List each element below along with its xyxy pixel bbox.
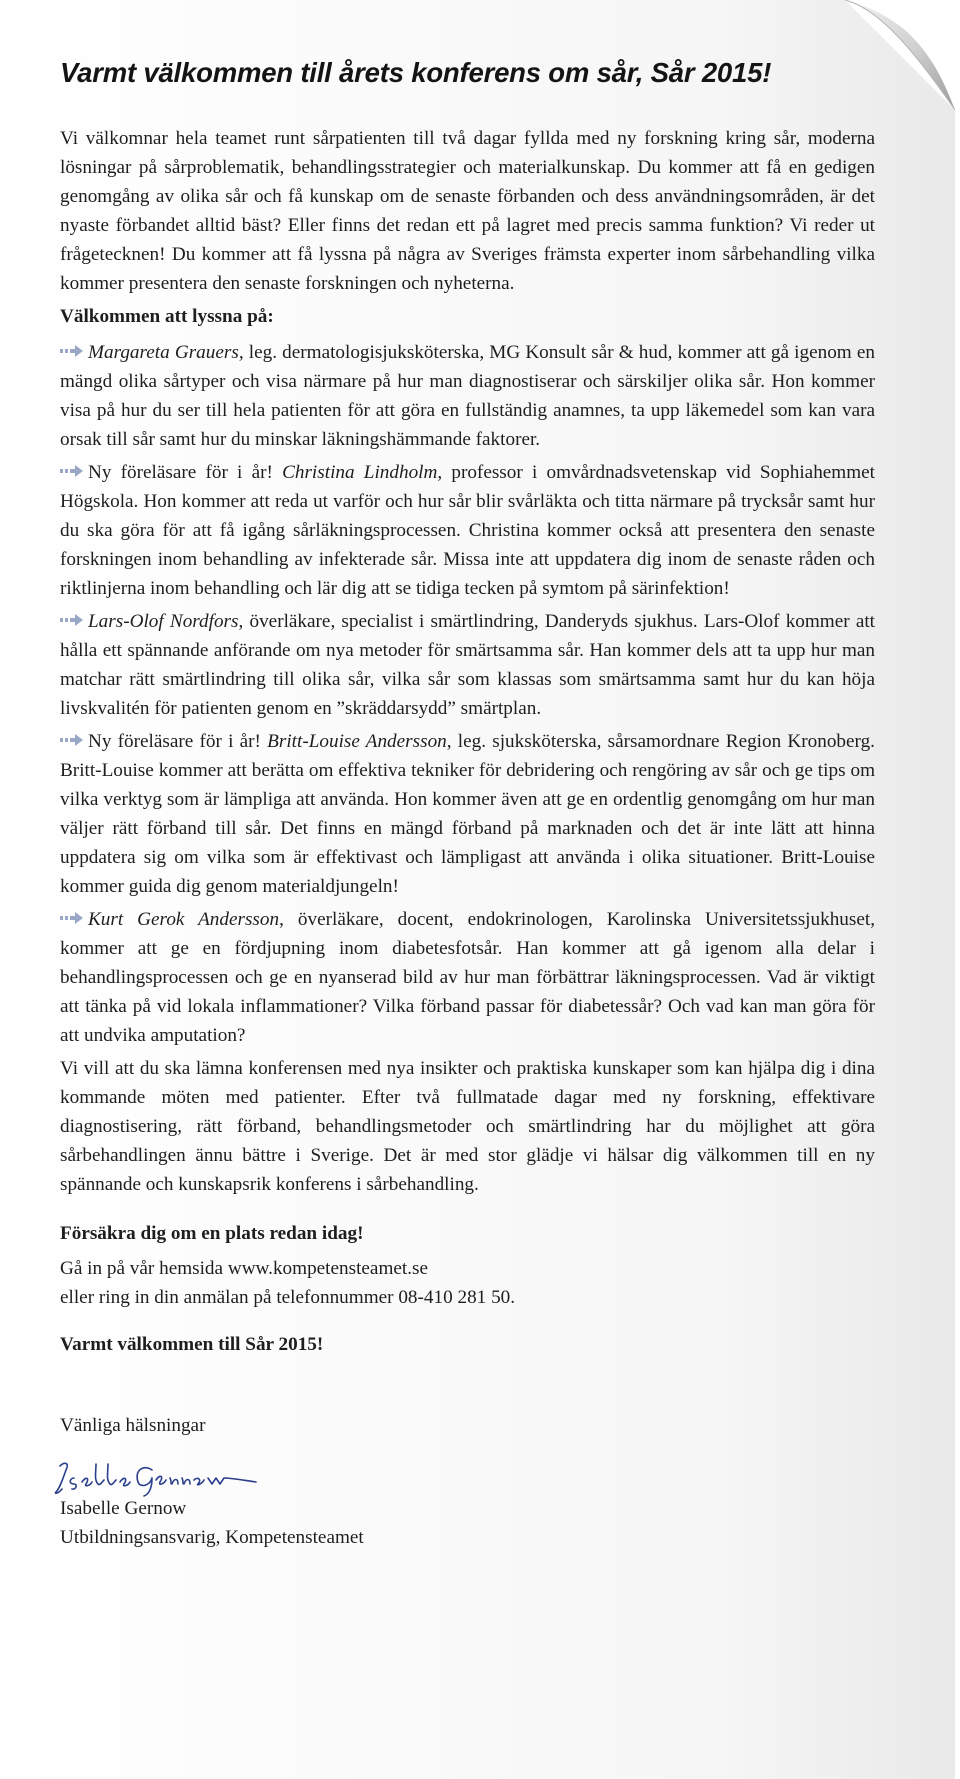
speaker-description: , professor i omvårdnadsvetenskap vid Sophiahemmet Högskola. Hon kommer att reda ut varför och hur sår blir svårläkta och titta närmare på trycksår samt hur du ska göra för att få igång sårläkningsprocessen. Christina kommer också att presentera den senaste forskningen inom behandling av infekterade sår. Missa inte att uppdatera dig inom de senaste råden och riktlinjerna inom behandling och lär dig att se tidiga tecken på symtom på särinfektion! — [60, 462, 876, 599]
arrow-right-icon — [60, 344, 84, 358]
speaker-name: Christina Lindholm — [282, 462, 438, 483]
speaker-description: , överläkare, docent, endokrinologen, Karolinska Universitetssjukhuset, kommer att ge en fördjupning inom diabetesfotsår. Han kommer att gå igenom alla delar i behandlingsprocessen och ge en nyanserad bild av hur man förbättrar läkningsprocessen. Vad är viktigt att tänka på vid lokala inflammationer? Vilka förband passar för diabetessår? Och vad kan man göra för att undvika amputation? — [60, 909, 875, 1046]
speaker-name: Lars-Olof Nordfors — [88, 611, 239, 632]
arrow-right-icon — [60, 733, 84, 747]
letter-content — [60, 56, 875, 1552]
arrow-right-icon — [60, 464, 84, 478]
regards-line: Vänliga hälsningar — [60, 1415, 206, 1436]
speaker-description: leg. dermatologisjuksköterska, MG Konsult sår & hud, kommer att gå igenom en mängd olika sårtyper och visa närmare på hur man diagnostiserar och särskiljer olika sår. Hon kommer visa på hur du ser till hela patienten för att göra en fullständig anamnes, ta upp läkemedel som kan vara orsak till sår samt hur du minskar läkningshämmande faktorer. — [60, 342, 875, 450]
speaker-item — [60, 905, 875, 1050]
cta-title: Försäkra dig om en plats redan idag! — [60, 1223, 364, 1244]
speaker-name: Britt-Louise Andersson — [267, 731, 447, 752]
cta-website-line: Gå in på vår hemsida www.kompetensteamet.se — [60, 1258, 429, 1279]
cta-text — [60, 1254, 875, 1312]
signer-block — [60, 1494, 875, 1552]
speaker-item — [60, 607, 875, 723]
arrow-right-icon — [60, 613, 84, 627]
arrow-right-icon — [60, 911, 84, 925]
closing-paragraph: Vi vill att du ska lämna konferensen med nya insikter och praktiska kunskaper som kan hjälpa dig i dina kommande möten med patienter. Efter två fullmatade dagar med ny forskning, effektivare diagnostisering, rätt förband, behandlingsmetoder och smärtlindring har du möjlighet att göra sårbehandlingen ännu bättre i Sverige. Det är med stor glädje vi hälsar dig välkommen till en ny spännande och kunskapsrik konferens i sårbehandling. — [60, 1058, 875, 1195]
speaker-name: Margareta Grauers, — [88, 342, 244, 363]
intro-paragraph: Vi välkomnar hela teamet runt sårpatienten till två dagar fyllda med ny forskning kring sår, moderna lösningar på sårproblematik, behandlingsstrategier och materialkunskap. Du kommer att få en gedigen genomgång av olika sår och få kunskap om de senaste förbanden och dess användningsområden, är det nyaste förbandet alltid bäst? Eller finns det redan ett på lagret med precis samma funktion? Vi reder ut frågetecknen! Du kommer att få lyssna på några av Sveriges främsta experter inom sårbehandling vilka kommer presentera den senaste forskningen och nyheterna. — [60, 128, 875, 294]
speaker-item — [60, 727, 875, 901]
page-title: Varmt välkommen till årets konferens om sår, Sår 2015! — [60, 57, 772, 88]
welcome-line: Varmt välkommen till Sår 2015! — [60, 1334, 324, 1355]
cta-phone-line: eller ring in din anmälan på telefonnummer 08-410 281 50. — [60, 1287, 516, 1308]
signer-name: Isabelle Gernow — [60, 1498, 187, 1519]
speaker-item — [60, 458, 875, 603]
speaker-prefix: Ny föreläsare för i år! — [88, 462, 283, 483]
speakers-heading: Välkommen att lyssna på: — [60, 306, 274, 327]
speaker-prefix: Ny föreläsare för i år! — [88, 731, 268, 752]
speaker-name: Kurt Gerok Andersson — [88, 909, 280, 930]
signer-role: Utbildningsansvarig, Kompetensteamet — [60, 1527, 364, 1548]
speaker-item — [60, 338, 875, 454]
speaker-description: , överläkare, specialist i smärtlindring, Danderyds sjukhus. Lars-Olof kommer att hålla ett spännande anförande om nya metoder för smärtsamma sår. Han kommer dels att ta upp hur man matchar rätt smärtlindring till olika sår, vilka sår som klassas som smärtsamma samt hur du kan höja livskvalitén för patienten genom en ”skräddarsydd” smärtplan. — [60, 611, 875, 719]
speaker-description: , leg. sjuksköterska, sårsamordnare Region Kronoberg. Britt-Louise kommer att berätta om effektiva tekniker för debridering och rengöring av sår och ge tips om vilka verktyg som är lämpliga att använda. Hon kommer även att ge en ordentlig genomgång om hur man väljer rätt förband till sår. Det finns en mängd förband på marknaden och det är inte lätt att hinna uppdatera sig om vilka som är effektivast och lämpligast att använda i olika situationer. Britt-Louise kommer guida dig genom materialdjungeln! — [60, 731, 875, 897]
